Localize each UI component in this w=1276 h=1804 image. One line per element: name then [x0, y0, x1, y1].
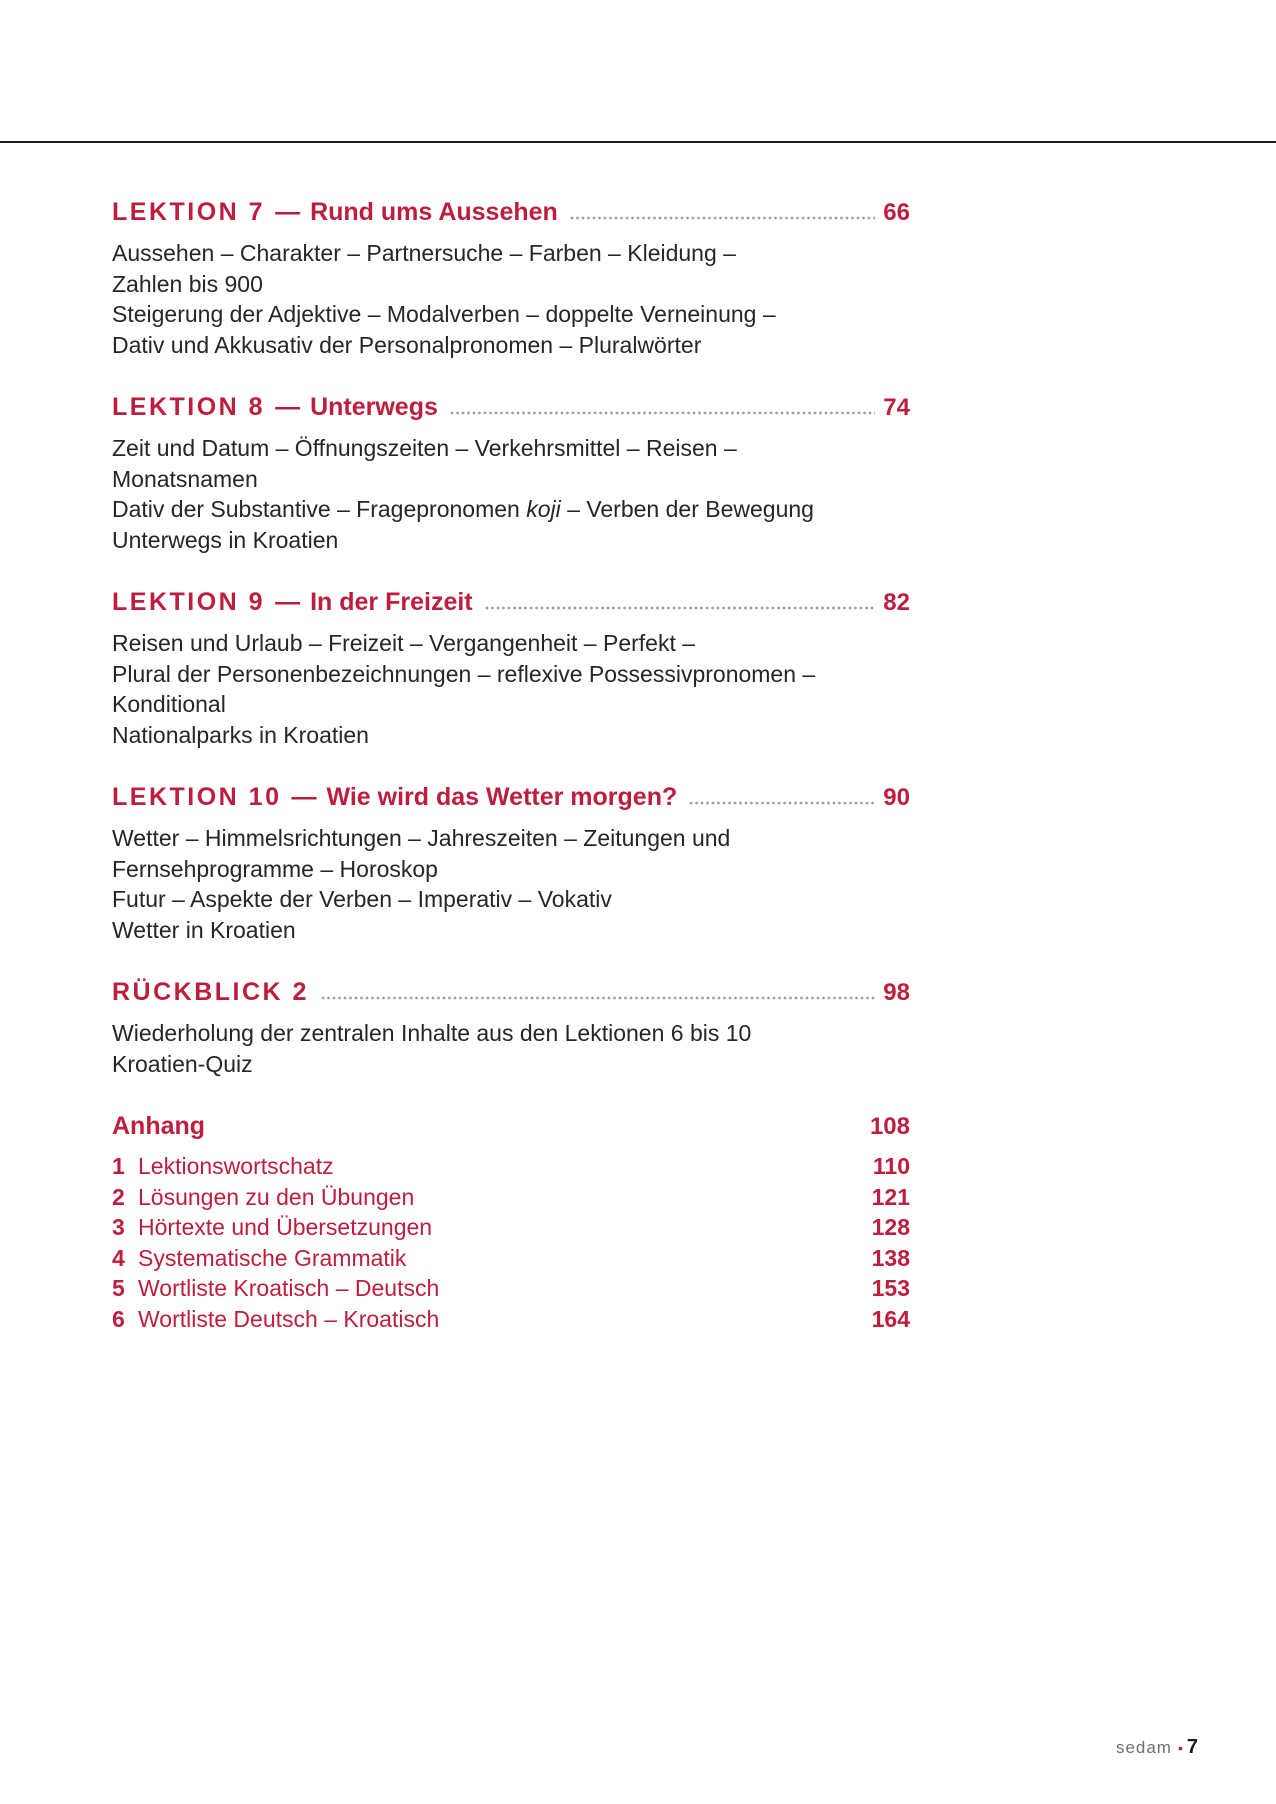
section-dash: — [275, 588, 301, 616]
topic-text: Aussehen – Charakter – Partnersuche – Farben – Kleidung – [112, 240, 736, 266]
section-page-number: 98 [883, 979, 910, 1006]
dotted-leader [570, 216, 876, 220]
appendix-page-number: 108 [869, 1113, 910, 1140]
section-topics [112, 238, 910, 360]
section-heading [112, 976, 910, 1009]
topic-line [112, 854, 910, 885]
section-topics [112, 628, 910, 750]
appendix-item-label: Lektionswortschatz [138, 1153, 334, 1179]
topic-text: Wetter in Kroatien [112, 916, 296, 943]
appendix-item-label: Hörtexte und Übersetzungen [138, 1214, 433, 1241]
topic-text: Wiederholung der zentralen Inhalte aus den Lektionen 6 bis 10 [112, 1020, 752, 1046]
topic-text: Fernsehprogramme – Horoskop [112, 855, 438, 882]
topic-line [112, 720, 910, 751]
topic-text: Unterwegs in Kroatien [112, 526, 339, 553]
section-title: Rund ums Aussehen [310, 198, 558, 226]
appendix-item-number: 2 [112, 1183, 125, 1210]
section-label: LEKTION 8 [112, 393, 266, 421]
dotted-leader [321, 996, 875, 1000]
appendix-item-number: 1 [112, 1153, 125, 1179]
section-topics [112, 433, 910, 555]
toc-section [112, 586, 910, 750]
toc-section [112, 196, 910, 360]
topic-line [112, 884, 910, 915]
toc-content [112, 196, 910, 1335]
appendix-item-page-number: 121 [871, 1183, 910, 1210]
appendix-item-page-number: 153 [871, 1275, 910, 1302]
topic-text: Futur – Aspekte der Verben – Imperativ – Vokativ [112, 886, 612, 912]
appendix-item [112, 1304, 910, 1335]
section-heading [112, 196, 910, 229]
topic-line [112, 238, 910, 269]
appendix-item [112, 1151, 910, 1182]
topic-line [112, 1018, 910, 1049]
appendix-item [112, 1212, 910, 1243]
page-footer [1116, 1736, 1198, 1759]
topic-line [112, 494, 910, 525]
footer-dot-separator: • [1177, 1740, 1183, 1756]
section-label: RÜCKBLICK 2 [112, 978, 309, 1006]
topic-text: Steigerung der Adjektive – Modalverben – doppelte Verneinung – [112, 301, 776, 327]
appendix-item-page-number: 128 [871, 1214, 910, 1241]
appendix-item-page-number: 138 [871, 1244, 910, 1271]
appendix-item-number: 6 [112, 1305, 125, 1332]
section-topics [112, 823, 910, 945]
section-label: LEKTION 7 [112, 198, 266, 226]
topic-line [112, 433, 910, 464]
topic-line [112, 628, 910, 659]
section-heading [112, 586, 910, 619]
topic-text: Konditional [112, 691, 226, 717]
topic-line [112, 659, 910, 690]
topic-text: Nationalparks in Kroatien [112, 721, 369, 748]
dotted-leader [450, 411, 875, 415]
topic-text: Reisen und Urlaub – Freizeit – Vergangenheit – Perfekt – [112, 630, 696, 656]
section-page-number: 82 [883, 589, 910, 616]
appendix-section [112, 1110, 910, 1335]
topic-text: Zahlen bis 900 [112, 270, 263, 297]
appendix-heading [112, 1110, 910, 1143]
section-dash: — [275, 198, 301, 226]
footer-page-word: sedam [1115, 1738, 1172, 1757]
topic-text: Wetter – Himmelsrichtungen – Jahreszeiten – Zeitungen und [112, 825, 731, 851]
section-title: Unterwegs [310, 393, 438, 421]
appendix-item [112, 1243, 910, 1274]
topic-text: Dativ der Substantive – Fragepronomen [112, 496, 527, 522]
section-page-number: 90 [883, 784, 910, 811]
appendix-item-number: 4 [112, 1244, 125, 1271]
topic-text: Plural der Personenbezeichnungen – reflexive Possessivpronomen – [112, 660, 816, 687]
appendix-item-label: Wortliste Deutsch – Kroatisch [138, 1305, 440, 1332]
topic-line [112, 915, 910, 946]
topic-text: Monatsnamen [112, 465, 258, 492]
topic-line [112, 464, 910, 495]
top-rule [0, 141, 1276, 143]
appendix-item [112, 1273, 910, 1304]
toc-section [112, 781, 910, 945]
topic-text-italic: koji [526, 496, 561, 522]
topic-line [112, 269, 910, 300]
section-heading [112, 391, 910, 424]
footer-page-number: 7 [1186, 1736, 1198, 1758]
appendix-item-number: 5 [112, 1275, 125, 1302]
section-dash: — [291, 783, 317, 811]
appendix-item-page-number: 164 [871, 1305, 910, 1332]
appendix-item-number: 3 [112, 1214, 125, 1241]
topic-line [112, 823, 910, 854]
topic-line [112, 330, 910, 361]
section-topics [112, 1018, 910, 1079]
section-label: LEKTION 10 [112, 783, 282, 811]
topic-text: Zeit und Datum – Öffnungszeiten – Verkehrsmittel – Reisen – [112, 435, 737, 461]
section-page-number: 74 [883, 394, 910, 421]
appendix-item-label: Lösungen zu den Übungen [138, 1183, 415, 1210]
toc-section [112, 976, 910, 1079]
appendix-items [112, 1151, 910, 1335]
topic-text: Kroatien-Quiz [112, 1050, 253, 1077]
appendix-item-label: Wortliste Kroatisch – Deutsch [138, 1275, 440, 1302]
appendix-item-label: Systematische Grammatik [138, 1244, 407, 1271]
topic-line [112, 525, 910, 556]
appendix-item-page-number: 110 [872, 1153, 910, 1179]
toc-section [112, 391, 910, 555]
section-heading [112, 781, 910, 814]
section-title: In der Freizeit [310, 588, 473, 616]
appendix-title: Anhang [112, 1112, 206, 1140]
topic-line [112, 1049, 910, 1080]
topic-text: – Verben der Bewegung [560, 496, 814, 522]
dotted-leader [689, 801, 875, 805]
section-dash: — [275, 393, 301, 421]
section-label: LEKTION 9 [112, 588, 266, 616]
dotted-leader [485, 606, 876, 610]
topic-line [112, 689, 910, 720]
toc-sections [112, 196, 910, 1079]
topic-text: Dativ und Akkusativ der Personalpronomen – Pluralwörter [112, 331, 702, 358]
appendix-item [112, 1182, 910, 1213]
section-page-number: 66 [883, 199, 910, 226]
topic-line [112, 299, 910, 330]
section-title: Wie wird das Wetter morgen? [326, 783, 678, 811]
